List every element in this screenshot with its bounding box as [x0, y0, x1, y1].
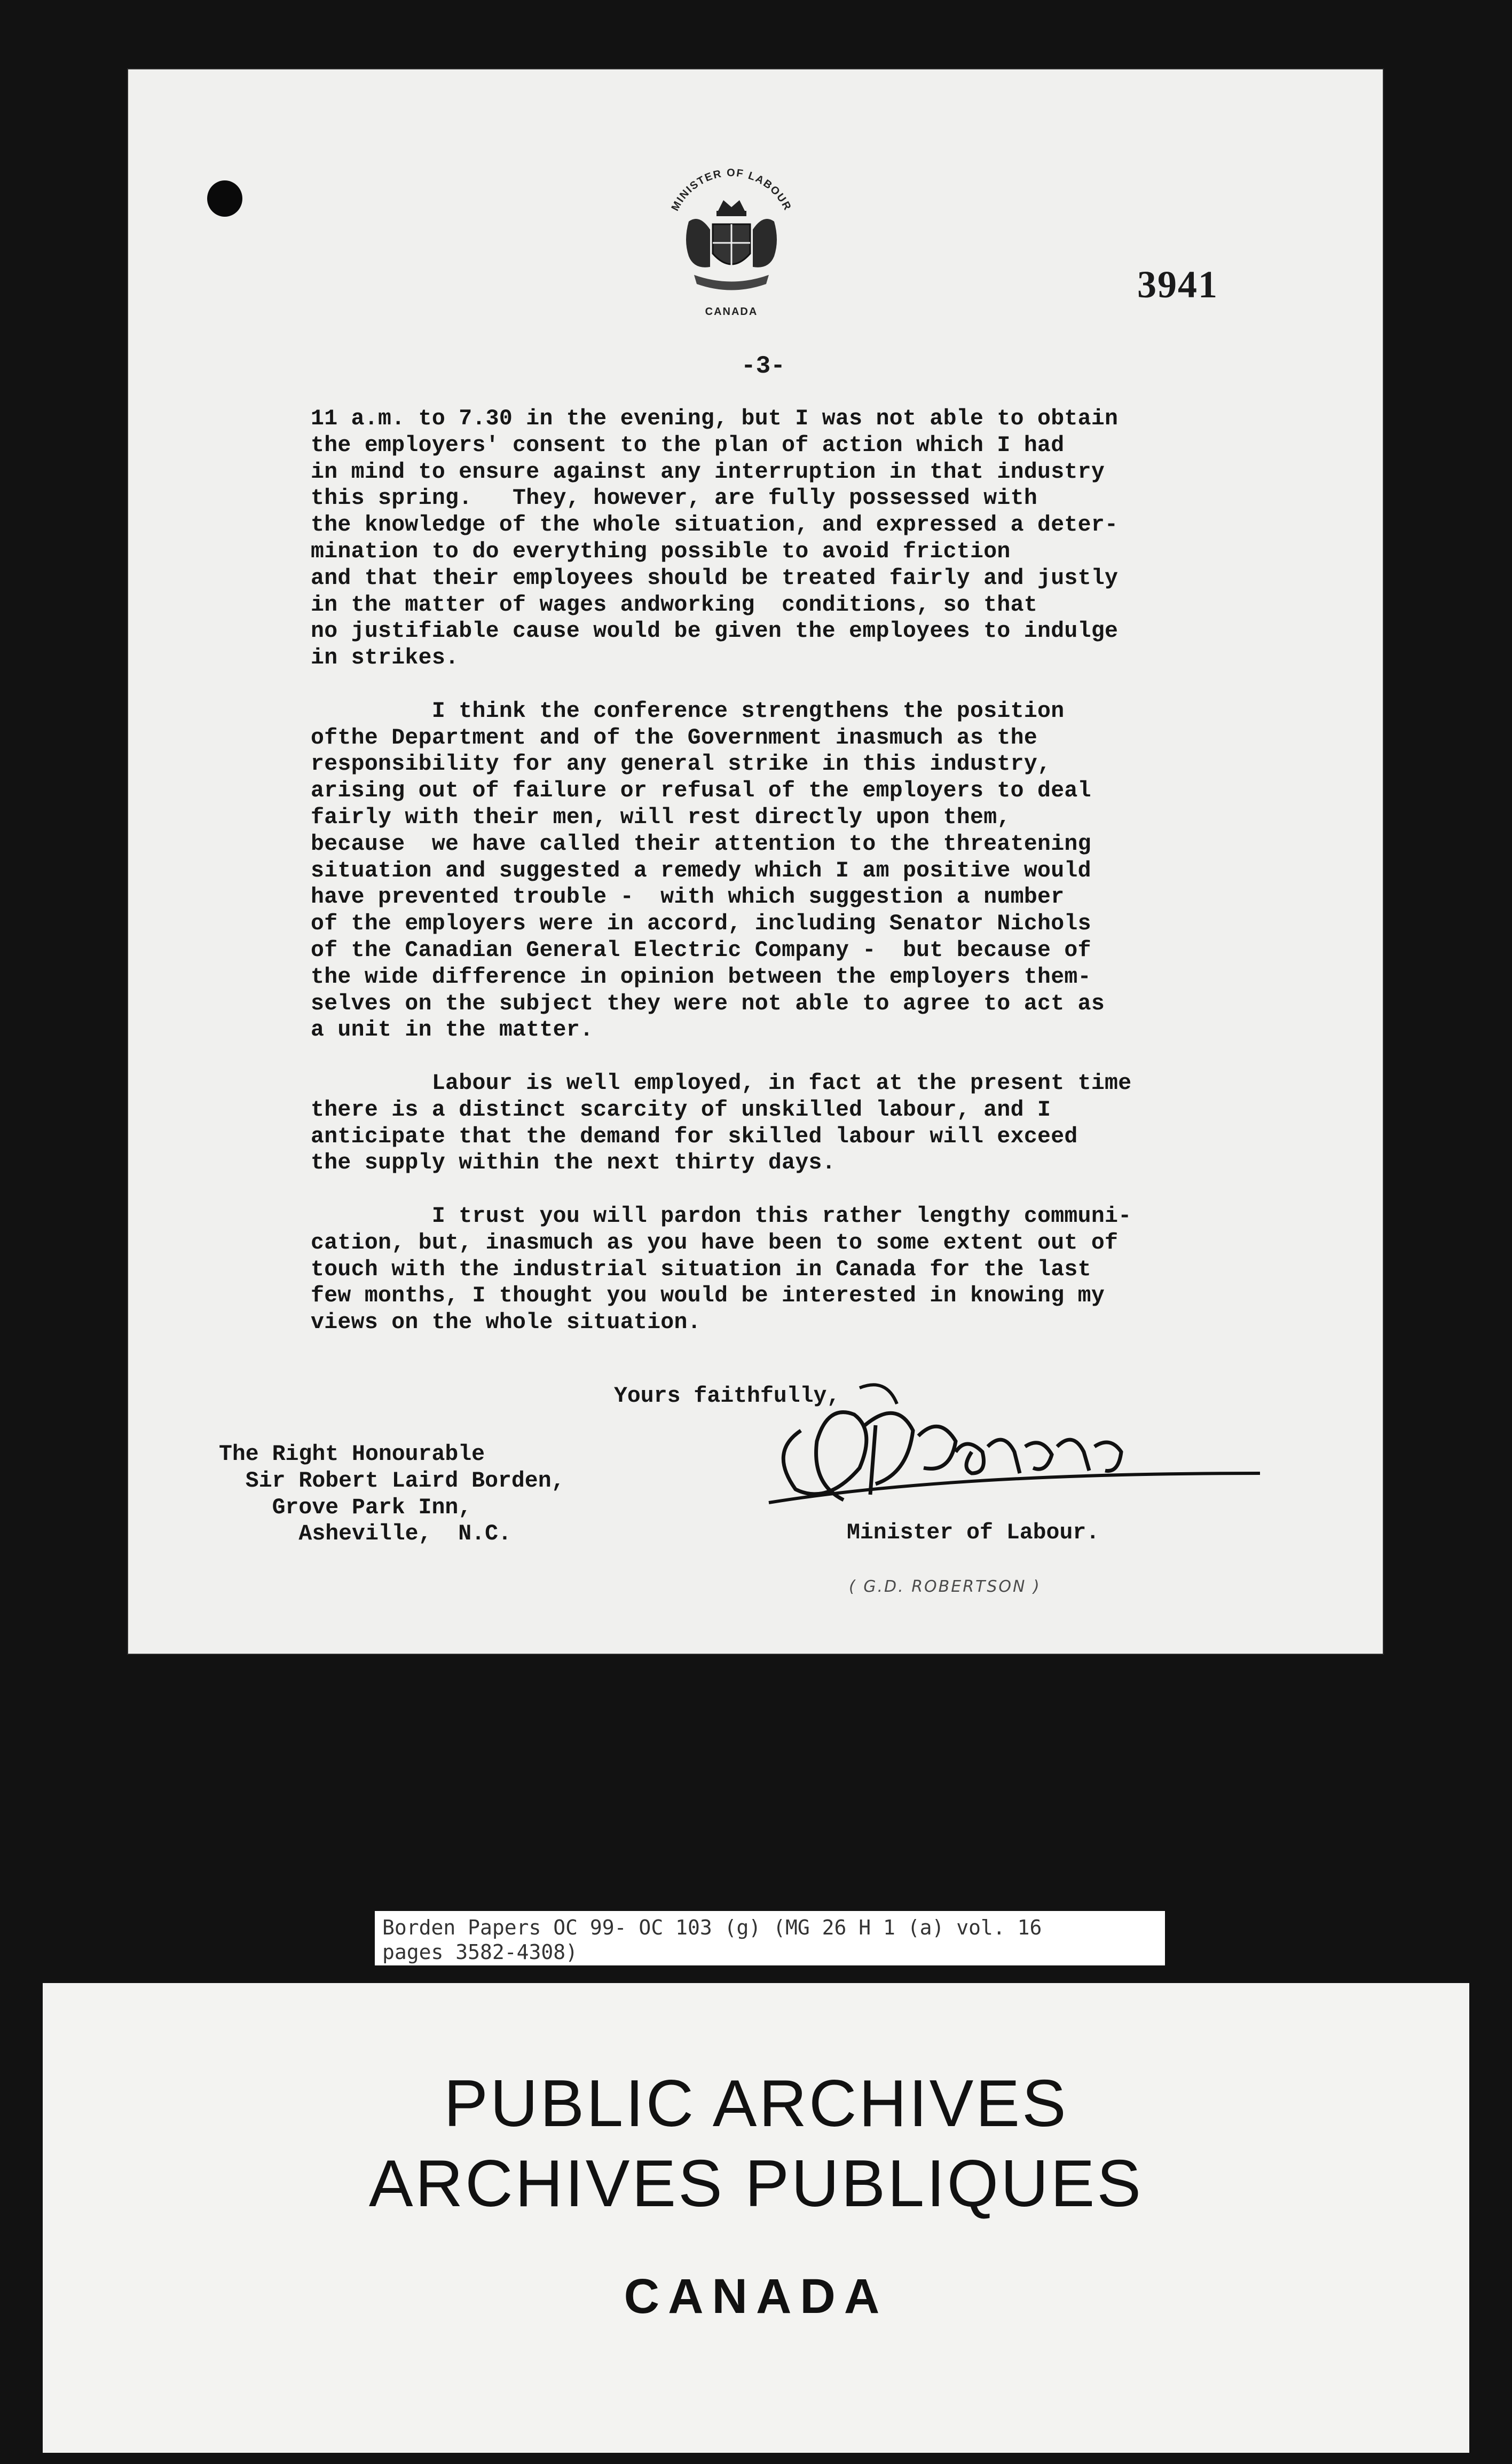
signatory-name-handwritten: ( G.D. ROBERTSON ) [849, 1577, 1041, 1596]
body-line: 11 a.m. to 7.30 in the evening, but I was not able to obtain [311, 406, 1119, 431]
body-line: the supply within the next thirty days. [311, 1150, 836, 1176]
body-line: because we have called their attention to the threatening [311, 831, 1091, 857]
archive-country: CANADA [624, 2269, 888, 2324]
body-line: mination to do everything possible to avoid friction [311, 539, 1011, 564]
body-line: ofthe Department and of the Government inasmuch as the [311, 725, 1038, 751]
body-line: the knowledge of the whole situation, and expressed a deter- [311, 512, 1119, 538]
body-line: selves on the subject they were not able to agree to act as [311, 991, 1105, 1016]
body-line: few months, I thought you would be interested in knowing my [311, 1283, 1105, 1309]
body-line: I think the conference strengthens the position [311, 698, 1065, 724]
coat-of-arms-seal-icon [657, 160, 806, 331]
archive-card [43, 1983, 1469, 2453]
body-line: there is a distinct scarcity of unskilled labour, and I [311, 1097, 1051, 1123]
svg-text:MINISTER OF LABOUR: MINISTER OF LABOUR [669, 167, 794, 213]
body-line [311, 1176, 1325, 1203]
body-line: have prevented trouble - with which suggestion a number [311, 884, 1065, 910]
body-line: fairly with their men, will rest directly upon them, [311, 804, 1011, 830]
body-line [311, 672, 1325, 698]
body-line: cation, but, inasmuch as you have been to some extent out of [311, 1230, 1119, 1255]
reference-label [375, 1911, 1165, 1965]
page-number: -3- [741, 352, 785, 380]
body-line: a unit in the matter. [311, 1017, 594, 1043]
handwritten-signature [737, 1367, 1281, 1543]
archive-title-fr: ARCHIVES PUBLIQUES [368, 2147, 1144, 2221]
body-line: in strikes. [311, 645, 459, 671]
body-line: and that their employees should be treated fairly and justly [311, 565, 1119, 591]
body-line: touch with the industrial situation in Canada for the last [311, 1257, 1091, 1282]
reference-line: Borden Papers OC 99- OC 103 (g) (MG 26 H 1 (a) vol. 16 [382, 1916, 1042, 1939]
body-line: the employers' consent to the plan of action which I had [311, 432, 1065, 458]
body-line [311, 1044, 1325, 1070]
body-line: no justifiable cause would be given the employees to indulge [311, 619, 1119, 644]
addressee-line: Grove Park Inn, [219, 1495, 472, 1520]
body-line: arising out of failure or refusal of the employers to deal [311, 778, 1091, 804]
closing-salutation: Yours faithfully, [614, 1384, 840, 1409]
body-line: Labour is well employed, in fact at the present time [311, 1070, 1132, 1096]
archive-title-en: PUBLIC ARCHIVES [444, 2067, 1068, 2141]
body-line: anticipate that the demand for skilled labour will exceed [311, 1124, 1078, 1149]
body-line: I trust you will pardon this rather lengthy communi- [311, 1203, 1132, 1229]
body-line: in mind to ensure against any interruption in that industry [311, 459, 1105, 485]
letter-body [311, 406, 1325, 1336]
body-line: of the Canadian General Electric Company - but because of [311, 937, 1091, 963]
signatory-title: Minister of Labour. [847, 1520, 1100, 1545]
addressee-block [219, 1441, 565, 1547]
body-line: of the employers were in accord, including Senator Nichols [311, 911, 1091, 937]
addressee-line: Sir Robert Laird Borden, [219, 1468, 565, 1494]
archive-page-id: 3941 [1137, 263, 1218, 306]
body-line: this spring. They, however, are fully possessed with [311, 486, 1038, 511]
body-line: in the matter of wages andworking conditions, so that [311, 592, 1038, 618]
reference-line: pages 3582-4308) [382, 1940, 578, 1964]
addressee-line: The Right Honourable [219, 1442, 485, 1467]
body-line: views on the whole situation. [311, 1310, 701, 1336]
punch-hole [207, 180, 242, 217]
body-line: the wide difference in opinion between the employers them- [311, 964, 1091, 990]
body-line: responsibility for any general strike in this industry, [311, 752, 1051, 777]
svg-text:CANADA: CANADA [705, 306, 758, 318]
addressee-line: Asheville, N.C. [219, 1521, 511, 1547]
body-line: situation and suggested a remedy which I am positive would [311, 858, 1091, 883]
